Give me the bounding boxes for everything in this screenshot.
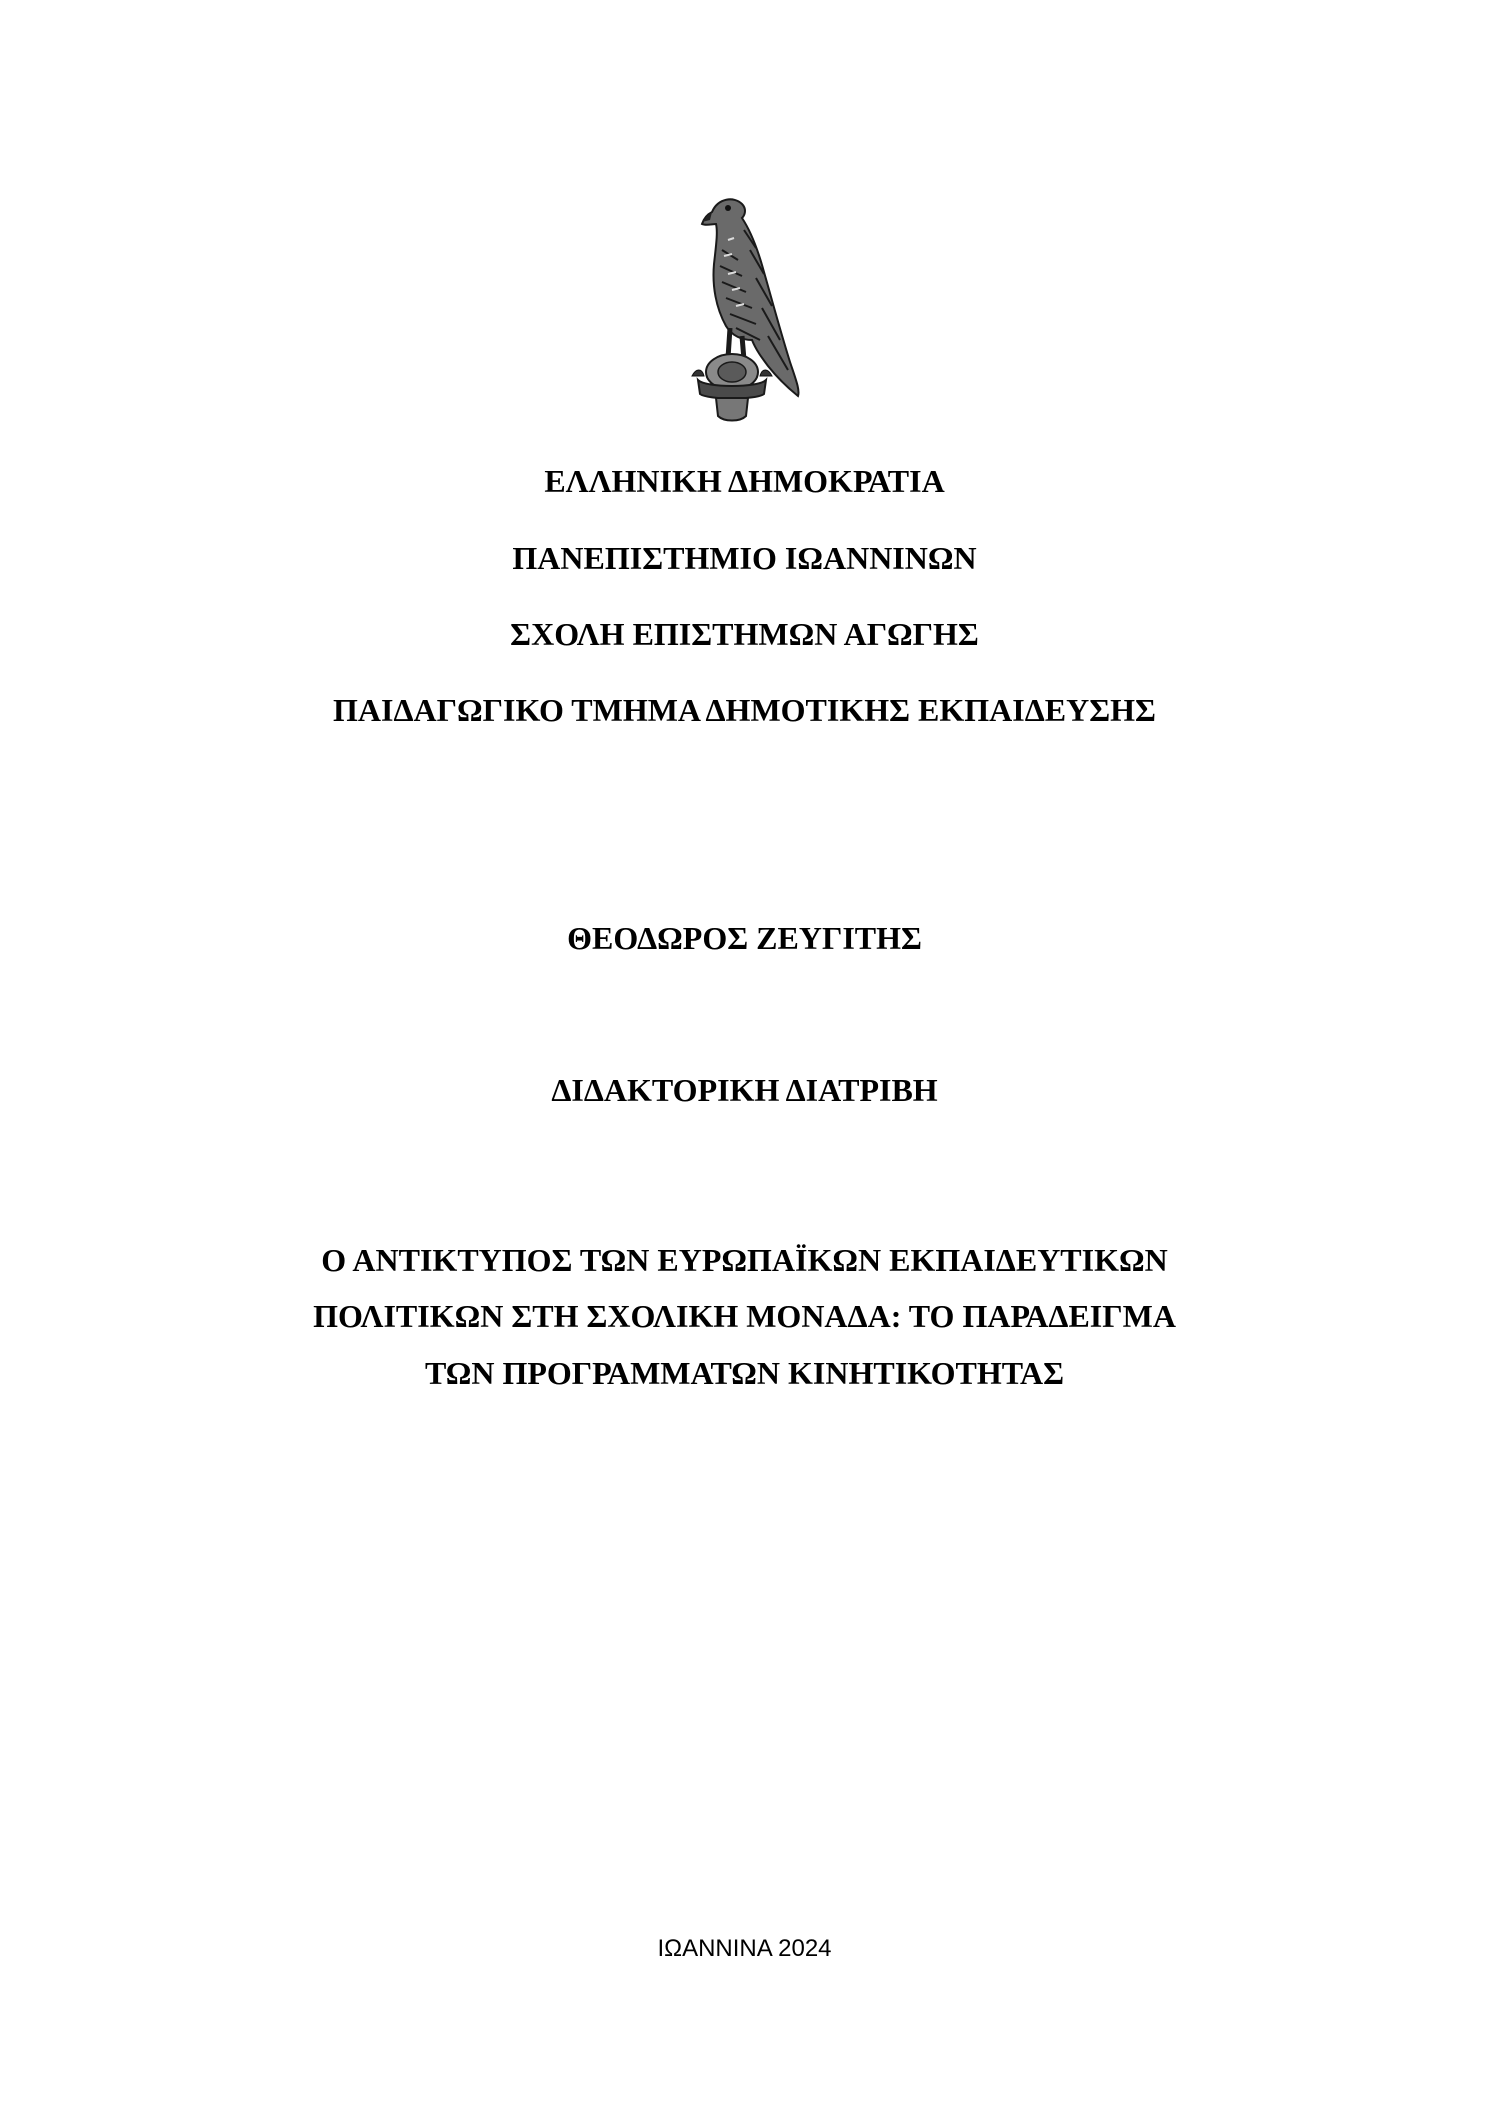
country-heading: ΕΛΛΗΝΙΚΗ ΔΗΜΟΚΡΑΤΙΑ — [544, 463, 945, 499]
thesis-title-line-1: Ο ΑΝΤΙΚΤΥΠΟΣ ΤΩΝ ΕΥΡΩΠΑΪΚΩΝ ΕΚΠΑΙΔΕΥΤΙΚΩΝ — [321, 1242, 1168, 1278]
department-heading: ΠΑΙΔΑΓΩΓΙΚΟ ΤΜΗΜΑ ΔΗΜΟΤΙΚΗΣ ΕΚΠΑΙΔΕΥΣΗΣ — [333, 692, 1156, 728]
school-heading: ΣΧΟΛΗ ΕΠΙΣΤΗΜΩΝ ΑΓΩΓΗΣ — [510, 616, 979, 652]
document-type: ΔΙΔΑΚΤΟΡΙΚΗ ΔΙΑΤΡΙΒΗ — [551, 1072, 938, 1108]
thesis-title-line-3: ΤΩΝ ΠΡΟΓΡΑΜΜΑΤΩΝ ΚΙΝΗΤΙΚΟΤΗΤΑΣ — [424, 1355, 1065, 1391]
place-year: ΙΩΑΝΝΙΝΑ 2024 — [657, 1935, 832, 1962]
author-name: ΘΕΟΔΩΡΟΣ ΖΕΥΓΙΤΗΣ — [567, 920, 922, 956]
thesis-title-line-2: ΠΟΛΙΤΙΚΩΝ ΣΤΗ ΣΧΟΛΙΚΗ ΜΟΝΑΔΑ: ΤΟ ΠΑΡΑΔΕΙΓΜΑ — [313, 1298, 1176, 1334]
university-heading: ΠΑΝΕΠΙΣΤΗΜΙΟ ΙΩΑΝΝΙΝΩΝ — [512, 540, 977, 576]
falcon-emblem-icon — [672, 190, 812, 430]
